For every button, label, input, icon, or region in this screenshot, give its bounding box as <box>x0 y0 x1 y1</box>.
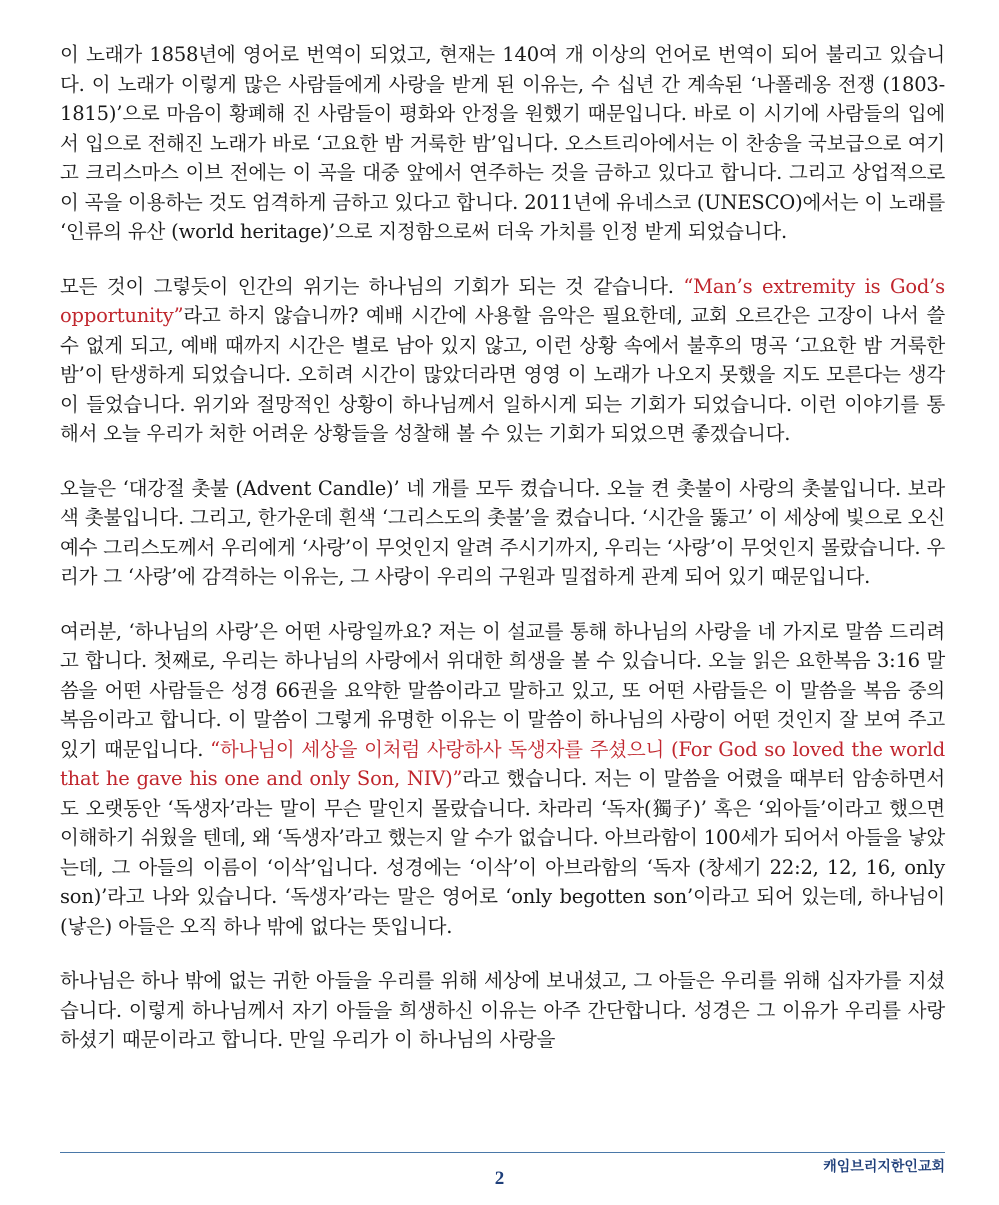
paragraph-4-lead: 여러분, ‘하나님의 사랑’은 어떤 사랑일까요? 저는 이 설교를 통해 하나님의 사랑을 네 가지로 말씀 드리려고 합니다. 첫째로, 우리는 하나님의 사랑에서 위대한 희생을 볼 수 있습니다. 오늘 읽은 요한복음 3:16 말씀을 어떤 사람들은 성경 66권을 요약한 말씀이라고 말하고 있고, 또 어떤 사람들은 이 말씀을 복음 중의 복음이라고 합니다. 이 말씀이 그렇게 유명한 이유는 이 말씀이 하나님의 사랑이 어떤 것인지 잘 보여 주고 있기 때문입니다. <box>60 619 945 761</box>
footer-divider <box>60 1152 945 1153</box>
paragraph-4-rest: 라고 했습니다. 저는 이 말씀을 어렸을 때부터 암송하면서도 오랫동안 ‘독생자’라는 말이 무슨 말인지 몰랐습니다. 차라리 ‘독자(獨子)’ 혹은 ‘외아들’이라고 했으면 이해하기 쉬웠을 텐데, 왜 ‘독생자’라고 했는지 알 수가 없습니다. 아브라함이 100세가 되어서 아들을 낳았는데, 그 아들의 이름이 ‘이삭’입니다. 성경에는 ‘이삭’이 아브라함의 ‘독자 (창세기 22:2, 12, 16, only son)’라고 나와 있습니다. ‘독생자’라는 말은 영어로 ‘only begotten son’이라고 되어 있는데, 하나님이 (낳은) 아들은 오직 하나 밖에 없다는 뜻입니다. <box>60 767 946 938</box>
paragraph-3-text: 오늘은 ‘대강절 촛불 (Advent Candle)’ 네 개를 모두 켰습니다. 오늘 켠 촛불이 사랑의 촛불입니다. 보라색 촛불입니다. 그리고, 한가운데 흰색 ‘그리스도의 촛불’을 켰습니다. ‘시간을 뚫고’ 이 세상에 빛으로 오신 예수 그리스도께서 우리에게 ‘사랑’이 무엇인지 알려 주시기까지, 우리는 ‘사랑’이 무엇인지 몰랐습니다. 우리가 그 ‘사랑’에 감격하는 이유는, 그 사랑이 우리의 구원과 밀접하게 관계 되어 있기 때문입니다. <box>60 476 945 588</box>
sermon-text <box>60 40 945 1055</box>
page-number: 2 <box>494 1168 505 1189</box>
paragraph-2-quote: “Man’s extremity is God’s opportunity” <box>60 274 945 327</box>
paragraph-4-quote: “하나님이 세상을 이처럼 사랑하사 독생자를 주셨으니 (For God so loved the world that he gave his one and only Son, NIV)” <box>60 737 945 790</box>
paragraph-4 <box>60 617 945 942</box>
paragraph-1-text: 이 노래가 1858년에 영어로 번역이 되었고, 현재는 140여 개 이상의 언어로 번역이 되어 불리고 있습니다. 이 노래가 이렇게 많은 사람들에게 사랑을 받게 된 이유는, 수 십년 간 계속된 ‘나폴레옹 전쟁 (1803-1815)’으로 마음이 황폐해 진 사람들이 평화와 안정을 원했기 때문입니다. 바로 이 시기에 사람들의 입에서 입으로 전해진 노래가 바로 ‘고요한 밤 거룩한 밤’입니다. 오스트리아에서는 이 찬송을 국보급으로 여기고 크리스마스 이브 전에는 이 곡을 대중 앞에서 연주하는 것을 금하고 있다고 합니다. 그리고 상업적으로 이 곡을 이용하는 것도 엄격하게 금하고 있다고 합니다. 2011년에 유네스코 (UNESCO)에서는 이 노래를 ‘인류의 유산 (world heritage)’으로 지정함으로써 더욱 가치를 인정 받게 되었습니다. <box>60 43 945 243</box>
paragraph-2 <box>60 272 945 449</box>
paragraph-2-lead: 모든 것이 그렇듯이 인간의 위기는 하나님의 기회가 되는 것 같습니다. <box>60 274 684 298</box>
paragraph-5-text: 하나님은 하나 밖에 없는 귀한 아들을 우리를 위해 세상에 보내셨고, 그 아들은 우리를 위해 십자가를 지셨습니다. 이렇게 하나님께서 자기 아들을 희생하신 이유는 아주 간단합니다. 성경은 그 이유가 우리를 사랑하셨기 때문이라고 합니다. 만일 우리가 이 하나님의 사랑을 <box>60 969 945 1051</box>
footer-church-name: 캐임브리지한인교회 <box>823 1159 945 1175</box>
paragraph-2-rest: 라고 하지 않습니까? 예배 시간에 사용할 음악은 필요한데, 교회 오르간은 고장이 나서 쓸 수 없게 되고, 예배 때까지 시간은 별로 남아 있지 않고, 이런 상황 속에서 불후의 명곡 ‘고요한 밤 거룩한 밤’이 탄생하게 되었습니다. 오히려 시간이 많았더라면 영영 이 노래가 나오지 못했을 지도 모른다는 생각이 들었습니다. 위기와 절망적인 상황이 하나님께서 일하시게 되는 기회가 되었습니다. 이런 이야기를 통해서 오늘 우리가 처한 어려운 상황들을 성찰해 볼 수 있는 기회가 되었으면 좋겠습니다. <box>60 304 945 445</box>
paragraph-5 <box>60 966 945 1055</box>
paragraph-1 <box>60 40 945 247</box>
paragraph-3 <box>60 474 945 592</box>
